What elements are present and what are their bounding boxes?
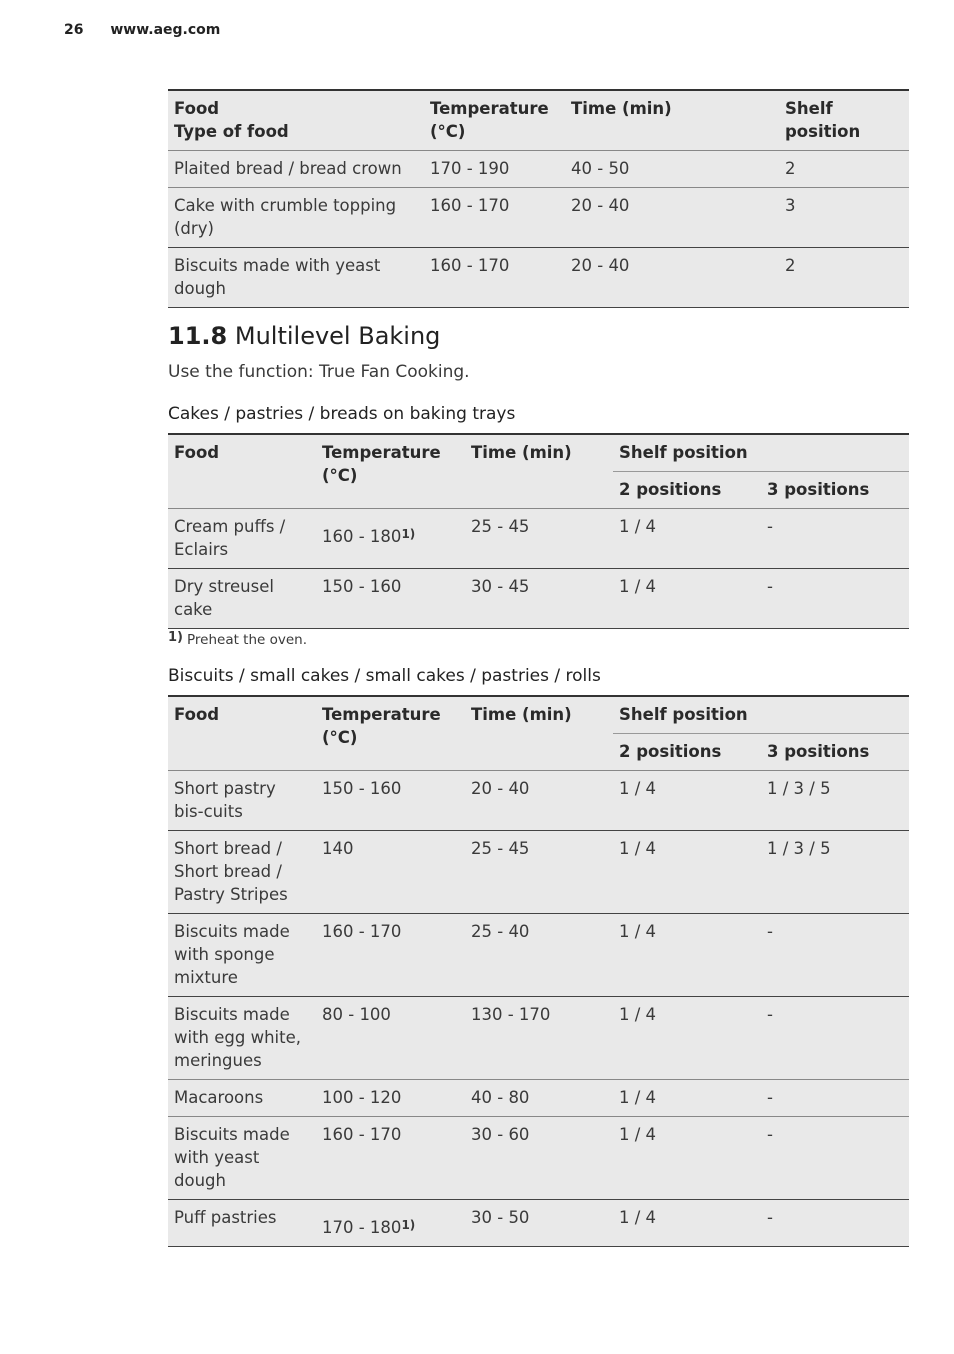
cell-time: 25 - 40 (471, 922, 530, 941)
cell-food: Cake with crumble topping (dry) (174, 196, 397, 238)
table-row (168, 771, 909, 831)
cell-pos2: 1 / 4 (619, 839, 657, 858)
cell-time: 30 - 60 (471, 1125, 530, 1144)
table-row (168, 1117, 909, 1200)
header-time: Time (min) (471, 705, 572, 724)
cell-food: Plaited bread / bread crown (174, 159, 402, 178)
cell-pos3: - (767, 517, 773, 536)
cell-pos2: 1 / 4 (619, 1125, 657, 1144)
header-food: Food (174, 443, 220, 462)
table-row (168, 997, 909, 1080)
header-3-positions: 3 positions (767, 742, 870, 761)
cell-time: 40 - 50 (571, 159, 630, 178)
section-number: 11.8 (168, 322, 228, 350)
header-food: Food (174, 705, 220, 724)
table-baking-top (168, 89, 909, 308)
cell-time: 20 - 40 (571, 196, 630, 215)
cell-time: 40 - 80 (471, 1088, 530, 1107)
table-cakes (168, 433, 909, 629)
table-row (168, 188, 909, 248)
table-row (168, 248, 909, 308)
cell-pos3: - (767, 1005, 773, 1024)
cell-temp: 170 - 190 (430, 159, 510, 178)
cell-food: Puff pastries (174, 1208, 277, 1227)
cell-temp: 150 - 160 (322, 779, 402, 798)
cell-pos3: 1 / 3 / 5 (767, 779, 831, 798)
header-shelf-position: Shelf position (613, 696, 909, 734)
cell-food: Biscuits made with yeast dough (174, 1125, 290, 1190)
cell-pos3: - (767, 922, 773, 941)
cell-pos3: - (767, 1088, 773, 1107)
section-intro: Use the function: True Fan Cooking. (168, 362, 470, 382)
table-row (168, 831, 909, 914)
website-url: www.aeg.com (110, 22, 221, 38)
cell-food: Dry streusel cake (174, 577, 274, 619)
cell-pos2: 1 / 4 (619, 1208, 657, 1227)
table-row (168, 914, 909, 997)
footnote-marker: 1) (401, 527, 416, 541)
cell-temp: 160 - 170 (322, 922, 402, 941)
cell-pos2: 1 / 4 (619, 922, 657, 941)
cell-temp: 140 (322, 839, 354, 858)
cell-pos2: 1 / 4 (619, 1088, 657, 1107)
cell-shelf: 2 (785, 256, 796, 275)
cell-shelf: 2 (785, 159, 796, 178)
cell-time: 25 - 45 (471, 839, 530, 858)
cell-food: Biscuits made with egg white, meringues (174, 1005, 301, 1070)
header-temperature: Temperature (°C) (430, 99, 549, 141)
section-heading: Multilevel Baking (234, 322, 441, 350)
cell-temp: 160 - 170 (430, 196, 510, 215)
header-shelf-position: Shelf position (613, 434, 909, 472)
cell-time: 130 - 170 (471, 1005, 551, 1024)
cell-pos3: - (767, 1125, 773, 1144)
cell-temp: 80 - 100 (322, 1005, 391, 1024)
cell-time: 20 - 40 (471, 779, 530, 798)
cell-pos3: - (767, 1208, 773, 1227)
cell-time: 25 - 45 (471, 517, 530, 536)
footnote-text: Preheat the oven. (187, 632, 308, 648)
subtitle-cakes: Cakes / pastries / breads on baking trays (168, 404, 516, 424)
header-time: Time (min) (471, 443, 572, 462)
header-temperature: Temperature (°C) (322, 705, 441, 747)
subtitle-biscuits: Biscuits / small cakes / small cakes / pastries / rolls (168, 666, 601, 686)
cell-temp: 160 - 180$^{1)}$ (322, 527, 416, 546)
header-shelf-position: Shelf position (785, 99, 861, 141)
cell-shelf: 3 (785, 196, 796, 215)
cell-temp: 160 - 170 (430, 256, 510, 275)
header-3-positions: 3 positions (767, 480, 870, 499)
header-food: Food Type of food (174, 99, 289, 141)
cell-time: 20 - 40 (571, 256, 630, 275)
cell-pos2: 1 / 4 (619, 517, 657, 536)
header-time: Time (min) (571, 99, 672, 118)
cell-food: Cream puffs / Eclairs (174, 517, 286, 559)
cell-food: Short pastry bis-cuits (174, 779, 276, 821)
page-header (64, 22, 242, 38)
cell-food: Short bread / Short bread / Pastry Stripes (174, 839, 288, 904)
table-header-row (168, 434, 909, 472)
table-row (168, 1200, 909, 1247)
header-2-positions: 2 positions (619, 742, 722, 761)
section-title (168, 322, 440, 350)
header-temperature: Temperature (°C) (322, 443, 441, 485)
cell-pos3: 1 / 3 / 5 (767, 839, 831, 858)
table-header-row (168, 696, 909, 734)
cell-temp: 100 - 120 (322, 1088, 402, 1107)
footnote (168, 630, 307, 648)
cell-time: 30 - 45 (471, 577, 530, 596)
cell-temp: 170 - 180$^{1)}$ (322, 1218, 416, 1237)
footnote-marker: 1) (168, 630, 183, 645)
cell-pos3: - (767, 577, 773, 596)
table-row (168, 151, 909, 188)
table-row (168, 509, 909, 569)
table-row (168, 569, 909, 629)
table-header-row (168, 90, 909, 151)
cell-pos2: 1 / 4 (619, 577, 657, 596)
cell-food: Biscuits made with sponge mixture (174, 922, 290, 987)
header-2-positions: 2 positions (619, 480, 722, 499)
cell-time: 30 - 50 (471, 1208, 530, 1227)
cell-temp: 160 - 170 (322, 1125, 402, 1144)
page-number: 26 (64, 22, 84, 38)
table-biscuits (168, 695, 909, 1247)
cell-pos2: 1 / 4 (619, 779, 657, 798)
cell-temp: 150 - 160 (322, 577, 402, 596)
cell-food: Macaroons (174, 1088, 264, 1107)
cell-pos2: 1 / 4 (619, 1005, 657, 1024)
table-row (168, 1080, 909, 1117)
cell-food: Biscuits made with yeast dough (174, 256, 381, 298)
footnote-marker: 1) (401, 1218, 416, 1232)
